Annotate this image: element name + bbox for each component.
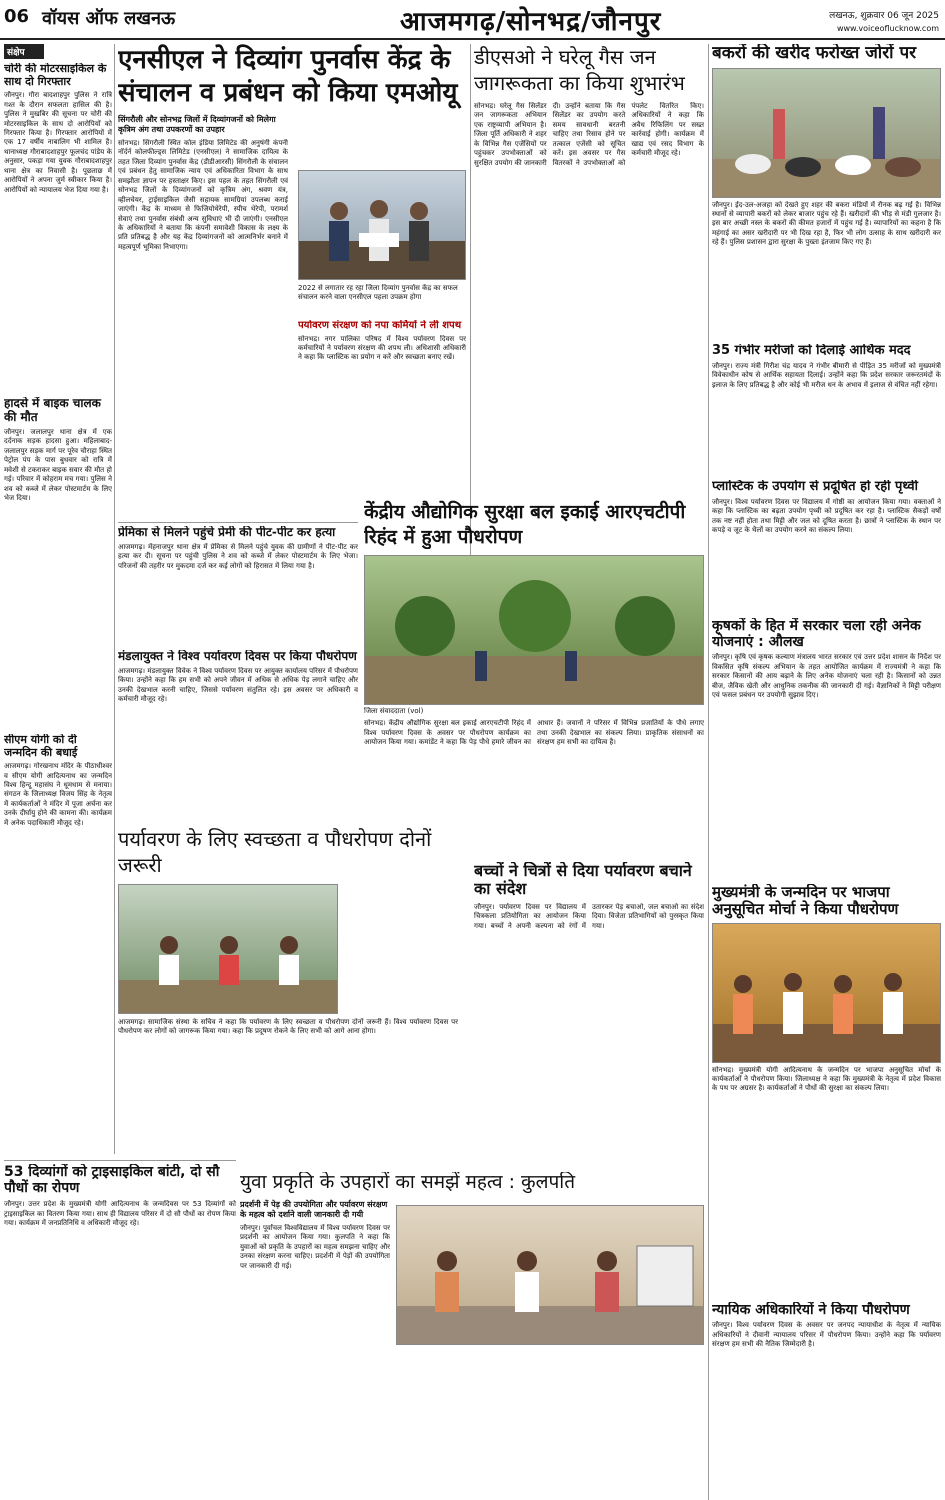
bakra-body: जौनपुर। ईद-उल-अजहा को देखते हुए शहर की बकरा मंडियों में रौनक बढ़ गई है। विभिन्न स्थानों से व्यापारी बकरों को लेकर बाजार पहुंच रहे हैं। खरीदारों की भीड़ से मंडी गुलजार है। इस बार अच्छी नस्ल के बकरों की कीमत हजारों में पहुंच गई है। व्यापारियों का कहना है कि महंगाई का असर खरीदारी पर भी दिख रहा है, फिर भी लोग उत्साह के साथ खरीदारी कर रहे हैं। पुलिस प्रशासन द्वारा सुरक्षा के पुख्ता इंतजाम किए गए हैं। [712,200,941,247]
kulpati-body: जौनपुर। पूर्वांचल विश्वविद्यालय में विश्व पर्यावरण दिवस पर प्रदर्शनी का आयोजन किया गया। कुलपति ने कहा कि युवाओं को प्रकृति के उपहारों का महत्व समझना चाहिए और उनका संरक्षण करना चाहिए। प्रदर्शनी में पेड़ों की उपयोगिता पर जानकारी दी गई। [240,1223,390,1270]
brief-headline-1: चोरी की मोटरसाइकिल के साथ दो गिरफ्तार [4,63,107,88]
bakra-photo [712,68,941,198]
sankshep-label: संक्षेप [4,44,44,59]
swachh-illustration [119,885,338,1014]
goats-illustration [713,69,941,198]
bakra-headline: बकरों की खरीद फरोख्त जोरों पर [712,44,917,63]
tb-body: जौनपुर। राज्य मंत्री गिरीश चंद्र यादव ने गंभीर बीमारी से पीड़ित 35 मरीजों को मुख्यमंत्री विवेकाधीन कोष से आर्थिक सहायता दिलाई। उन्होंने कहा कि प्रदेश सरकार जरूरतमंदों के इलाज के लिए प्रतिबद्ध है और कोई भी मरीज धन के अभाव में इलाज से वंचित नहीं रहेगा। [712,361,941,389]
section-divider [118,522,358,523]
mandal-headline: मंडलायुक्त ने विश्व पर्यावरण दिवस पर किया पौधरोपण [118,650,357,663]
website: www.voiceoflucknow.com [836,24,939,33]
cisf-caption: जिला संवाददाता (vol) [364,707,424,716]
bachche-story [474,862,704,1162]
brief-headline-3: सीएम योगी को दी जन्मदिन की बधाई [4,733,78,759]
section-divider [4,1160,236,1161]
column-divider [114,44,115,1154]
plastic-story [712,480,941,610]
column-divider [708,44,709,1500]
masthead [0,0,945,40]
plantation-illustration [365,556,704,705]
ncl-kicker: सिंगरौली और सोनभद्र जिलों में दिव्यांगजनों को मिलेगा कृत्रिम अंग तथा उपकरणों का उपहार [118,115,276,134]
brief-body-2: जौनपुर। जलालपुर थाना क्षेत्र में एक दर्दनाक सड़क हादसा हुआ। महिलाबाद-जलालपुर सड़क मार्ग पर पूरेव चौराहा स्थित पेट्रोल पंप के पास बुधवार को रात्रि में मवेशी से टकराकर बाइक सवार की मौत हो गई। परिवार में कोहराम मच गया। पुलिस ने शव को कब्जे में लेकर पोस्टमार्टम के लिए भेज दिया। [4,427,112,502]
nyayik-headline: न्यायिक अधिकारियों ने किया पौधरोपण [712,1302,910,1318]
bachche-body: जौनपुर। पर्यावरण दिवस पर विद्यालय में चित्रकला प्रतियोगिता का आयोजन किया गया। बच्चों ने अपनी कल्पना को रंगों में उतारकर पेड़ बचाओ, जल बचाओ का संदेश दिया। विजेता प्रतिभागियों को पुरस्कृत किया गया। [474,902,704,930]
cycle-headline: 53 दिव्यांगों को ट्राइसाइकिल बांटी, दो सौ पौधों का रोपण [4,1164,220,1197]
krishak-body: जौनपुर। कृषि एवं कृषक कल्याण मंत्रालय भारत सरकार एवं उत्तर प्रदेश शासन के निर्देश पर विकसित कृषि संकल्प अभियान के तहत आयोजित कार्यक्रम में राज्यमंत्री ने कहा कि सरकार किसानों की आय बढ़ाने के लिए अनेक योजनाएं चला रही है। किसानों को उन्नत बीज, जैविक खेती और आधुनिक तकनीक की जानकारी दी गई। वैज्ञानिकों ने मिट्टी परीक्षण एवं फसल प्रबंधन पर उपयोगी सुझाव दिए। [712,653,941,699]
cisf-body: सोनभद्र। केंद्रीय औद्योगिक सुरक्षा बल इकाई आरएचटीपी रिहंद में विश्व पर्यावरण दिवस के अवसर पर पौधरोपण कार्यक्रम का आयोजन किया गया। कमांडेंट ने कहा कि पेड़ पौधे हमारे जीवन का आधार हैं। जवानों ने परिसर में विभिन्न प्रजातियों के पौधे लगाए तथा उनकी देखभाल का संकल्प लिया। प्राकृतिक संसाधनों का संरक्षण हम सभी का दायित्व है। [364,719,704,747]
kulpati-photo [396,1205,704,1345]
ncl-caption: 2022 से लगातार रह रहा जिला दिव्यांग पुनर्वास केंद्र का सफल संचालन करने वाला एनसीएल पहला उपक्रम होगा [298,284,458,301]
nyayik-story [712,1302,941,1492]
premika-headline: प्रेमिका से मिलने पहुंचे प्रेमी की पीट-पीट कर हत्या [118,526,336,539]
mandal-story [118,650,358,820]
swachh-headline: पर्यावरण के लिए स्वच्छता व पौधरोपण दोनों जरूरी [118,827,432,877]
brief-headline-2: हादसे में बाइक चालक की मौत [4,397,101,425]
cisf-photo [364,555,704,705]
dso-headline: डीएसओ ने घरेलू गैस जन जागरूकता का किया शुभारंभ [474,45,685,95]
krishak-story [712,618,941,808]
nyayik-body: जौनपुर। विश्व पर्यावरण दिवस के अवसर पर जनपद न्यायाधीश के नेतृत्व में न्यायिक अधिकारियों ने दीवानी न्यायालय परिसर में पौधरोपण किया। उन्होंने कहा कि पर्यावरण संरक्षण हम सभी की नैतिक जिम्मेदारी है। [712,1321,941,1348]
ncl-body: सोनभद्र। सिंगरौली स्थित कोल इंडिया लिमिटेड की अनुषंगी कंपनी नॉर्दर्न कोलफील्ड्स लिमिटेड (एनसीएल) ने सामाजिक दायित्व के तहत जिला दिव्यांग पुनर्वास केंद्र (डीडीआरसी) सिंगरौली के संचालन एवं प्रबंधन हेतु सामाजिक न्याय एवं अधिकारिता विभाग के साथ समझौता ज्ञापन पर हस्ताक्षर किए। इस पहल के तहत सिंगरौली एवं सोनभद्र जिलों के दिव्यांगजनों को कृत्रिम अंग, श्रवण यंत्र, व्हीलचेयर, ट्राईसाइकिल जैसी सहायक सामग्रियां उपलब्ध कराई जाएंगी। केंद्र के माध्यम से फिजियोथेरेपी, स्पीच थेरेपी, परामर्श सेवाएं तथा पुनर्वास संबंधी अन्य सुविधाएं भी दी जाएंगी। एनसीएल के अधिकारियों ने बताया कि कंपनी समावेशी विकास के लक्ष्य के प्रति प्रतिबद्ध है और यह केंद्र दिव्यांगजनों को आत्मनिर्भर बनाने में महत्वपूर्ण भूमिका निभाएगा। [118,139,288,251]
premika-body: आजमगढ़। मेंहनाजपुर थाना क्षेत्र में प्रेमिका से मिलने पहुंचे युवक की ग्रामीणों ने पीट-पीट कर हत्या कर दी। सूचना पर पहुंची पुलिस ने शव को कब्जे में लेकर पोस्टमार्टम के लिए भेजा। परिजनों की तहरीर पर मुकदमा दर्ज कर कई लोगों को हिरासत में लिया गया है। [118,542,358,570]
ncl-photo-illustration [299,171,466,280]
edition-date: लखनऊ, शुक्रवार 06 जून 2025 [829,11,939,21]
cm-birthday-photo [712,923,941,1063]
plastic-headline: प्लास्टिक के उपयोग से प्रदूषित हो रही पृथ्वी [712,480,919,494]
swachh-photo [118,884,338,1014]
kulpati-kicker: प्रदर्शनी में पेड़ की उपयोगिता और पर्यावरण संरक्षण के महत्व को दर्शाने वाली जानकारी दी गयी [240,1199,388,1219]
premika-story [118,526,358,646]
exhibition-illustration [397,1206,704,1345]
kulpati-headline: युवा प्रकृति के उपहारों का समझें महत्व : कुलपति [240,1172,576,1193]
cm-birthday-body: सोनभद्र। मुख्यमंत्री योगी आदित्यनाथ के जन्मदिन पर भाजपा अनुसूचित मोर्चा के कार्यकर्ताओं ने पौधरोपण किया। जिलाध्यक्ष ने कहा कि मुख्यमंत्री के नेतृत्व में प्रदेश विकास के पथ पर अग्रसर है। कार्यकर्ताओं ने पौधों की सुरक्षा का संकल्प लिया। [712,1065,941,1093]
brief-body-3: आजमगढ़। गोरखनाथ मंदिर के पीठाधीश्वर व सीएम योगी आदित्यनाथ का जन्मदिन विश्व हिन्दू महासंघ ने धूमधाम से मनाया। संगठन के जिलाध्यक्ष विजय सिंह के नेतृत्व में कार्यकर्ताओं ने मंदिर में पूजा अर्चना कर उनके दीर्घायु होने की कामना की। कार्यक्रम में अनेक पदाधिकारी मौजूद रहे। [4,762,112,827]
cisf-story [364,500,704,860]
page-number: 06 [4,6,30,27]
mandal-body: आजमगढ़। मंडलायुक्त विवेक ने विश्व पर्यावरण दिवस पर आयुक्त कार्यालय परिसर में पौधरोपण किया। उन्होंने कहा कि हम सभी को अपने जीवन में अधिक से अधिक पेड़ लगाने चाहिए और उनकी देखभाल करनी चाहिए, जिससे पर्यावरण संतुलित रहे। इस अवसर पर अधिकारी व कर्मचारी मौजूद रहे। [118,666,358,704]
bjp-group-illustration [713,924,941,1063]
cm-birthday-story [712,884,941,1184]
shapath-body: सोनभद्र। नगर पालिका परिषद में विश्व पर्यावरण दिवस पर कर्मचारियों ने पर्यावरण संरक्षण की शपथ ली। अधिशासी अधिकारी ने कहा कि प्लास्टिक का प्रयोग न करें और स्वच्छता बनाए रखें। [298,334,466,362]
cycle-story [4,1164,236,1498]
tb-story [712,344,941,474]
shapath-headline: पर्यावरण संरक्षण को नपा कर्मियों ने ली शपथ [298,320,462,331]
sankshep-column [4,44,112,1044]
swachh-story [118,826,458,1156]
shapath-story [298,320,466,520]
bachche-headline: बच्चों ने चित्रों से दिया पर्यावरण बचाने का संदेश [474,862,692,899]
edition-title: आजमगढ़/सोनभद्र/जौनपुर [400,7,662,37]
paper-name: वॉयस ऑफ लखनऊ [42,8,176,29]
swachh-body: आजमगढ़। सामाजिक संस्था के सचिव ने कहा कि पर्यावरण के लिए स्वच्छता व पौधरोपण दोनों जरूरी हैं। विश्व पर्यावरण दिवस पर पौधरोपण कर लोगों को जागरूक किया गया। कहा कि प्रदूषण रोकने के लिए सभी को आगे आना होगा। [118,1018,458,1036]
ncl-photo [298,170,466,280]
plastic-body: जौनपुर। विश्व पर्यावरण दिवस पर विद्यालय में गोष्ठी का आयोजन किया गया। वक्ताओं ने कहा कि प्लास्टिक का बढ़ता उपयोग पृथ्वी को प्रदूषित कर रहा है। प्लास्टिक सैकड़ों वर्षों तक नष्ट नहीं होता तथा मिट्टी और जल को दूषित करता है। छात्रों ने प्लास्टिक के स्थान पर कपड़े व जूट के थैलों का उपयोग करने का संकल्प लिया। [712,497,941,535]
dso-body: सोनभद्र। घरेलू गैस सिलेंडर जन जागरूकता अभियान एक राष्ट्रव्यापी अभियान है। जिला पूर्ति अधिकारी ने शहर के विभिन्न गैस एजेंसियों पर पहुंचकर उपभोक्ताओं को सुरक्षित उपयोग की जानकारी दी। उन्होंने बताया कि गैस सिलेंडर का उपयोग करते समय सावधानी बरतनी चाहिए तथा रिसाव होने पर तत्काल एजेंसी को सूचित करें। इस अवसर पर गैस वितरकों ने उपभोक्ताओं को पंपलेट वितरित किए। अधिकारियों ने कहा कि अवैध रिफिलिंग पर सख्त कार्रवाई होगी। कार्यक्रम में खाद्य एवं रसद विभाग के कर्मचारी मौजूद रहे। [474,102,704,167]
tb-headline: 35 गंभीर मरीजों को दिलाई आर्थिक मदद [712,344,911,358]
cm-birthday-headline: मुख्यमंत्री के जन्मदिन पर भाजपा अनुसूचित मोर्चा ने किया पौधरोपण [712,884,899,919]
bakra-story [712,44,941,334]
krishak-headline: कृषकों के हित में सरकार चला रही अनेक योजनाएं : औलख [712,618,921,651]
ncl-headline: एनसीएल ने दिव्यांग पुनर्वास केंद्र के संचालन व प्रबंधन को किया एमओयू [118,45,458,108]
cisf-headline: केंद्रीय औद्योगिक सुरक्षा बल इकाई आरएचटीपी रिहंद में हुआ पौधरोपण [364,501,686,548]
brief-body-1: जौनपुर। गौरा बादशाहपुर पुलिस ने रात्रि गश्त के दौरान सफलता हासिल की है। पुलिस ने मुखबिर की सूचना पर चोरी की मोटरसाइकिल के साथ दो आरोपियों को गिरफ्तार किया है। गिरफ्तार आरोपियों में एक 17 वर्षीय नाबालिग भी शामिल है। थानाध्यक्ष गौराबादशाहपुर फूलचंद पांडेय के अनुसार, पकड़ा गया युवक गौराबादशाहपुर थाना क्षेत्र का निवासी है। पूछताछ में आरोपियों ने अपना जुर्म स्वीकार किया है। आरोपियों को न्यायालय भेज दिया गया है। [4,91,112,194]
cycle-body: जौनपुर। उत्तर प्रदेश के मुख्यमंत्री योगी आदित्यनाथ के जन्मदिवस पर 53 दिव्यांगों को ट्राइसाइकिल का वितरण किया गया। साथ ही विद्यालय परिसर में दो सौ पौधों का रोपण किया गया। कार्यक्रम में जनप्रतिनिधि व अधिकारी मौजूद रहे। [4,1200,236,1228]
